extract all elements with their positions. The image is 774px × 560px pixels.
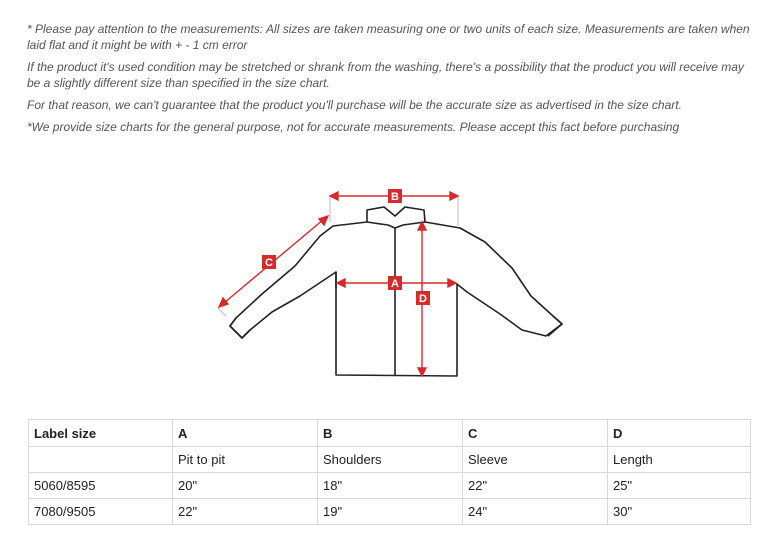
jacket-measurement-diagram: [205, 180, 575, 385]
jacket-outline: [230, 207, 562, 376]
table-cell: 25": [608, 473, 751, 499]
table-cell: 22": [463, 473, 608, 499]
label-c-text: C: [265, 257, 273, 269]
note-general-purpose: *We provide size charts for the general purpose, not for accurate measurements. Please accept this fact before purchasing: [27, 120, 680, 134]
label-c: [262, 255, 276, 269]
table-row: [29, 499, 751, 525]
table-cell: 22": [173, 499, 318, 525]
header-a: A: [173, 420, 318, 447]
label-b: [388, 189, 402, 203]
table-cell: 19": [318, 499, 463, 525]
table-cell: 18": [318, 473, 463, 499]
header-label-size: Label size: [29, 420, 173, 447]
description-cell: Pit to pit: [173, 447, 318, 473]
table-header-row: [29, 420, 751, 447]
size-chart-table: [28, 419, 751, 525]
measurement-notes: [27, 21, 755, 141]
table-cell: 7080/9505: [29, 499, 173, 525]
note-no-guarantee: For that reason, we can't guarantee that the product you'll purchase will be the accurate size as advertised in the size chart.: [27, 98, 682, 112]
header-b: B: [318, 420, 463, 447]
label-d-text: D: [419, 293, 427, 305]
label-a: [388, 276, 402, 290]
table-description-row: [29, 447, 751, 473]
label-d: [416, 291, 430, 305]
header-c: C: [463, 420, 608, 447]
note-measurements: * Please pay attention to the measurements: All sizes are taken measuring one or two units of each size. Measurements are taken when laid flat and it might be with + - 1 cm error: [27, 22, 750, 52]
description-cell: [29, 447, 173, 473]
label-a-text: A: [391, 278, 399, 290]
table-cell: 20": [173, 473, 318, 499]
table-cell: 30": [608, 499, 751, 525]
table-cell: 5060/8595: [29, 473, 173, 499]
header-d: D: [608, 420, 751, 447]
description-cell: Sleeve: [463, 447, 608, 473]
note-used-condition: If the product it's used condition may be stretched or shrank from the washing, there's a possibility that the product you will receive may be a slightly different size than specified in the size chart.: [27, 60, 744, 90]
table-cell: 24": [463, 499, 608, 525]
left-cuff: [230, 318, 250, 338]
collar: [367, 207, 425, 228]
label-b-text: B: [391, 191, 399, 203]
jacket-body: [230, 222, 562, 376]
table-row: [29, 473, 751, 499]
description-cell: Shoulders: [318, 447, 463, 473]
description-cell: Length: [608, 447, 751, 473]
